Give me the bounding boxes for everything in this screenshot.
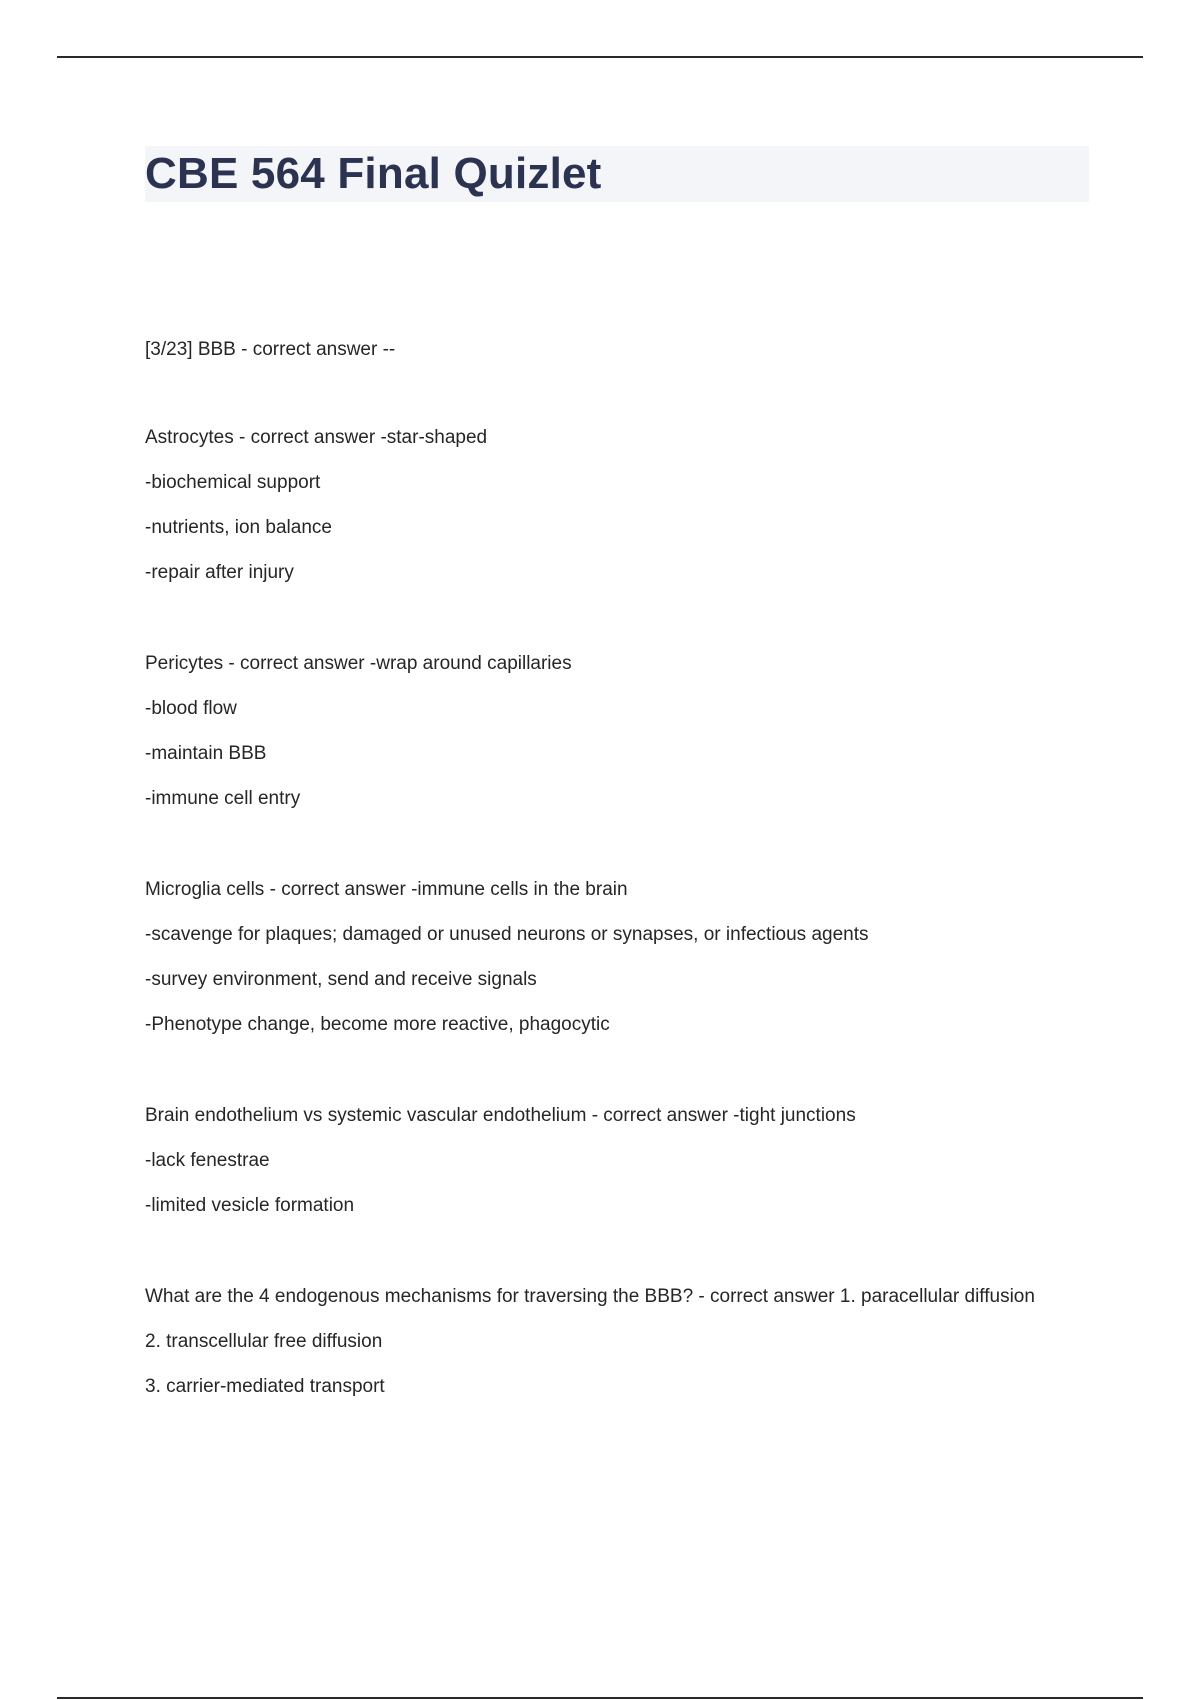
answer-line: -survey environment, send and receive signals (145, 969, 537, 990)
answer-line: -immune cell entry (145, 788, 301, 809)
question-text: What are the 4 endogenous mechanisms for traversing the BBB? - correct answer 1. paracellular diffusion (145, 1286, 1035, 1307)
qa-entry (145, 336, 1045, 364)
qa-entry (145, 1283, 1045, 1401)
answer-line: -lack fenestrae (145, 1150, 270, 1171)
answer-line: -biochemical support (145, 472, 321, 493)
answer-line: -repair after injury (145, 562, 294, 583)
document-body (145, 336, 1045, 1464)
answer-line: 3. carrier-mediated transport (145, 1376, 385, 1397)
bottom-divider (57, 1697, 1143, 1699)
answer-line: -scavenge for plaques; damaged or unused neurons or synapses, or infectious agents (145, 924, 869, 945)
answer-line: -blood flow (145, 698, 237, 719)
answer-line: -Phenotype change, become more reactive, phagocytic (145, 1014, 610, 1035)
answer-line: 2. transcellular free diffusion (145, 1331, 383, 1352)
question-text: Microglia cells - correct answer -immune cells in the brain (145, 879, 628, 900)
top-divider (57, 56, 1143, 58)
qa-entry (145, 650, 1045, 813)
qa-entry (145, 876, 1045, 1039)
answer-line: -limited vesicle formation (145, 1195, 355, 1216)
question-text: Pericytes - correct answer -wrap around capillaries (145, 653, 572, 674)
qa-entry (145, 424, 1045, 587)
question-text: Brain endothelium vs systemic vascular endothelium - correct answer -tight junctions (145, 1105, 856, 1126)
document-title: CBE 564 Final Quizlet (145, 149, 602, 198)
answer-line: -nutrients, ion balance (145, 517, 332, 538)
question-text: [3/23] BBB - correct answer -- (145, 339, 396, 360)
qa-entry (145, 1102, 1045, 1220)
answer-line: -maintain BBB (145, 743, 267, 764)
question-text: Astrocytes - correct answer -star-shaped (145, 427, 488, 448)
